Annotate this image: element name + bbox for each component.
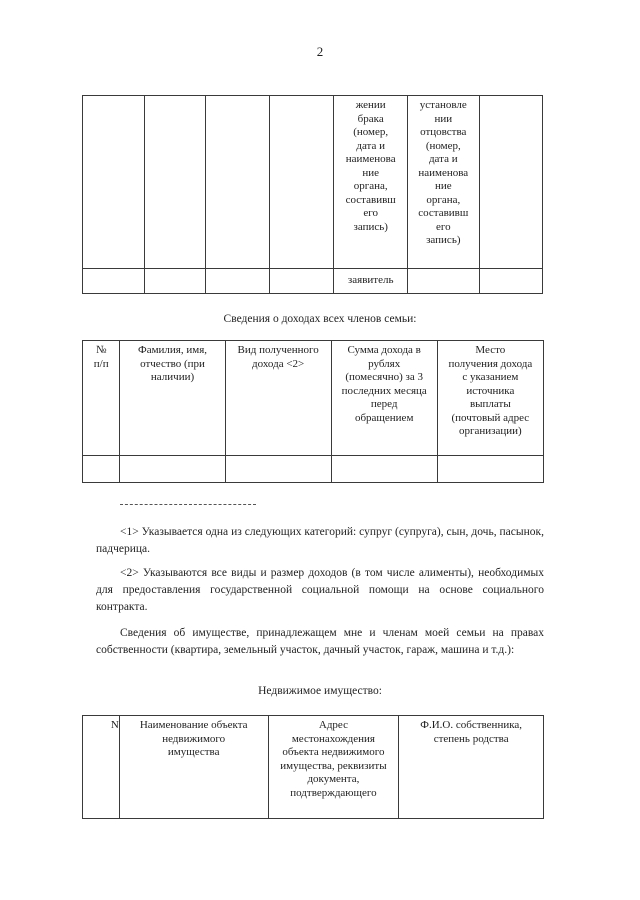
col-income-source-header: Место получения дохода с указанием источника выплаты (почтовый адрес организации) — [437, 341, 543, 456]
table-header-row — [83, 341, 544, 456]
col-object-name-header: Наименование объекта недвижимого имущества — [119, 716, 268, 819]
table-cell — [83, 269, 145, 294]
table-cell — [407, 269, 479, 294]
table-cell — [205, 269, 269, 294]
table-row — [83, 96, 543, 269]
page-number: 2 — [316, 44, 324, 59]
table-header-row — [83, 716, 544, 819]
income-heading: Сведения о доходах всех членов семьи: — [223, 313, 417, 325]
table-cell — [270, 96, 334, 269]
footnote-2: <2> Указываются все виды и размер доходов (в том числе алименты), необходимых для предоставления государственной социальной помощи на основе социального контракта. — [96, 567, 544, 613]
col-address-header: Адрес местонахождения объекта недвижимого имущества, реквизиты документа, подтверждающего — [268, 716, 399, 819]
col-number-header: № п/п — [83, 341, 120, 456]
table-cell — [225, 456, 331, 483]
table-cell — [270, 269, 334, 294]
family-table-continuation — [82, 95, 543, 294]
paternity-cell: установле нии отцовства (номер, дата и наименова ние органа, составивш его запись) — [407, 96, 479, 269]
table-cell — [205, 96, 269, 269]
table-row — [83, 269, 543, 294]
footnote-separator — [120, 504, 256, 505]
realty-table — [82, 715, 544, 819]
table-cell — [83, 96, 145, 269]
applicant-cell: заявитель — [334, 269, 408, 294]
table-cell — [145, 269, 206, 294]
table-cell — [331, 456, 437, 483]
table-row — [83, 456, 544, 483]
table-cell — [479, 96, 542, 269]
col-n-header: N — [83, 716, 120, 819]
col-income-type-header: Вид полученного дохода <2> — [225, 341, 331, 456]
table-cell — [479, 269, 542, 294]
col-name-header: Фамилия, имя, отчество (при наличии) — [120, 341, 225, 456]
property-paragraph: Сведения об имуществе, принадлежащем мне и членам моей семьи на правах собственности (квартира, земельный участок, дачный участок, гараж, машина и т.д.): — [96, 627, 544, 656]
marriage-cell: жении брака (номер, дата и наименова ние органа, составивш его запись) — [334, 96, 408, 269]
table-cell — [83, 456, 120, 483]
table-cell — [145, 96, 206, 269]
realty-heading: Недвижимое имущество: — [258, 685, 382, 697]
table-cell — [120, 456, 225, 483]
table-cell — [437, 456, 543, 483]
col-income-sum-header: Сумма дохода в рублях (помесячно) за 3 последних месяца перед обращением — [331, 341, 437, 456]
income-table — [82, 340, 544, 483]
footnote-1: <1> Указывается одна из следующих категорий: супруг (супруга), сын, дочь, пасынок, падчерица. — [96, 526, 544, 555]
col-owner-header: Ф.И.О. собственника, степень родства — [399, 716, 544, 819]
